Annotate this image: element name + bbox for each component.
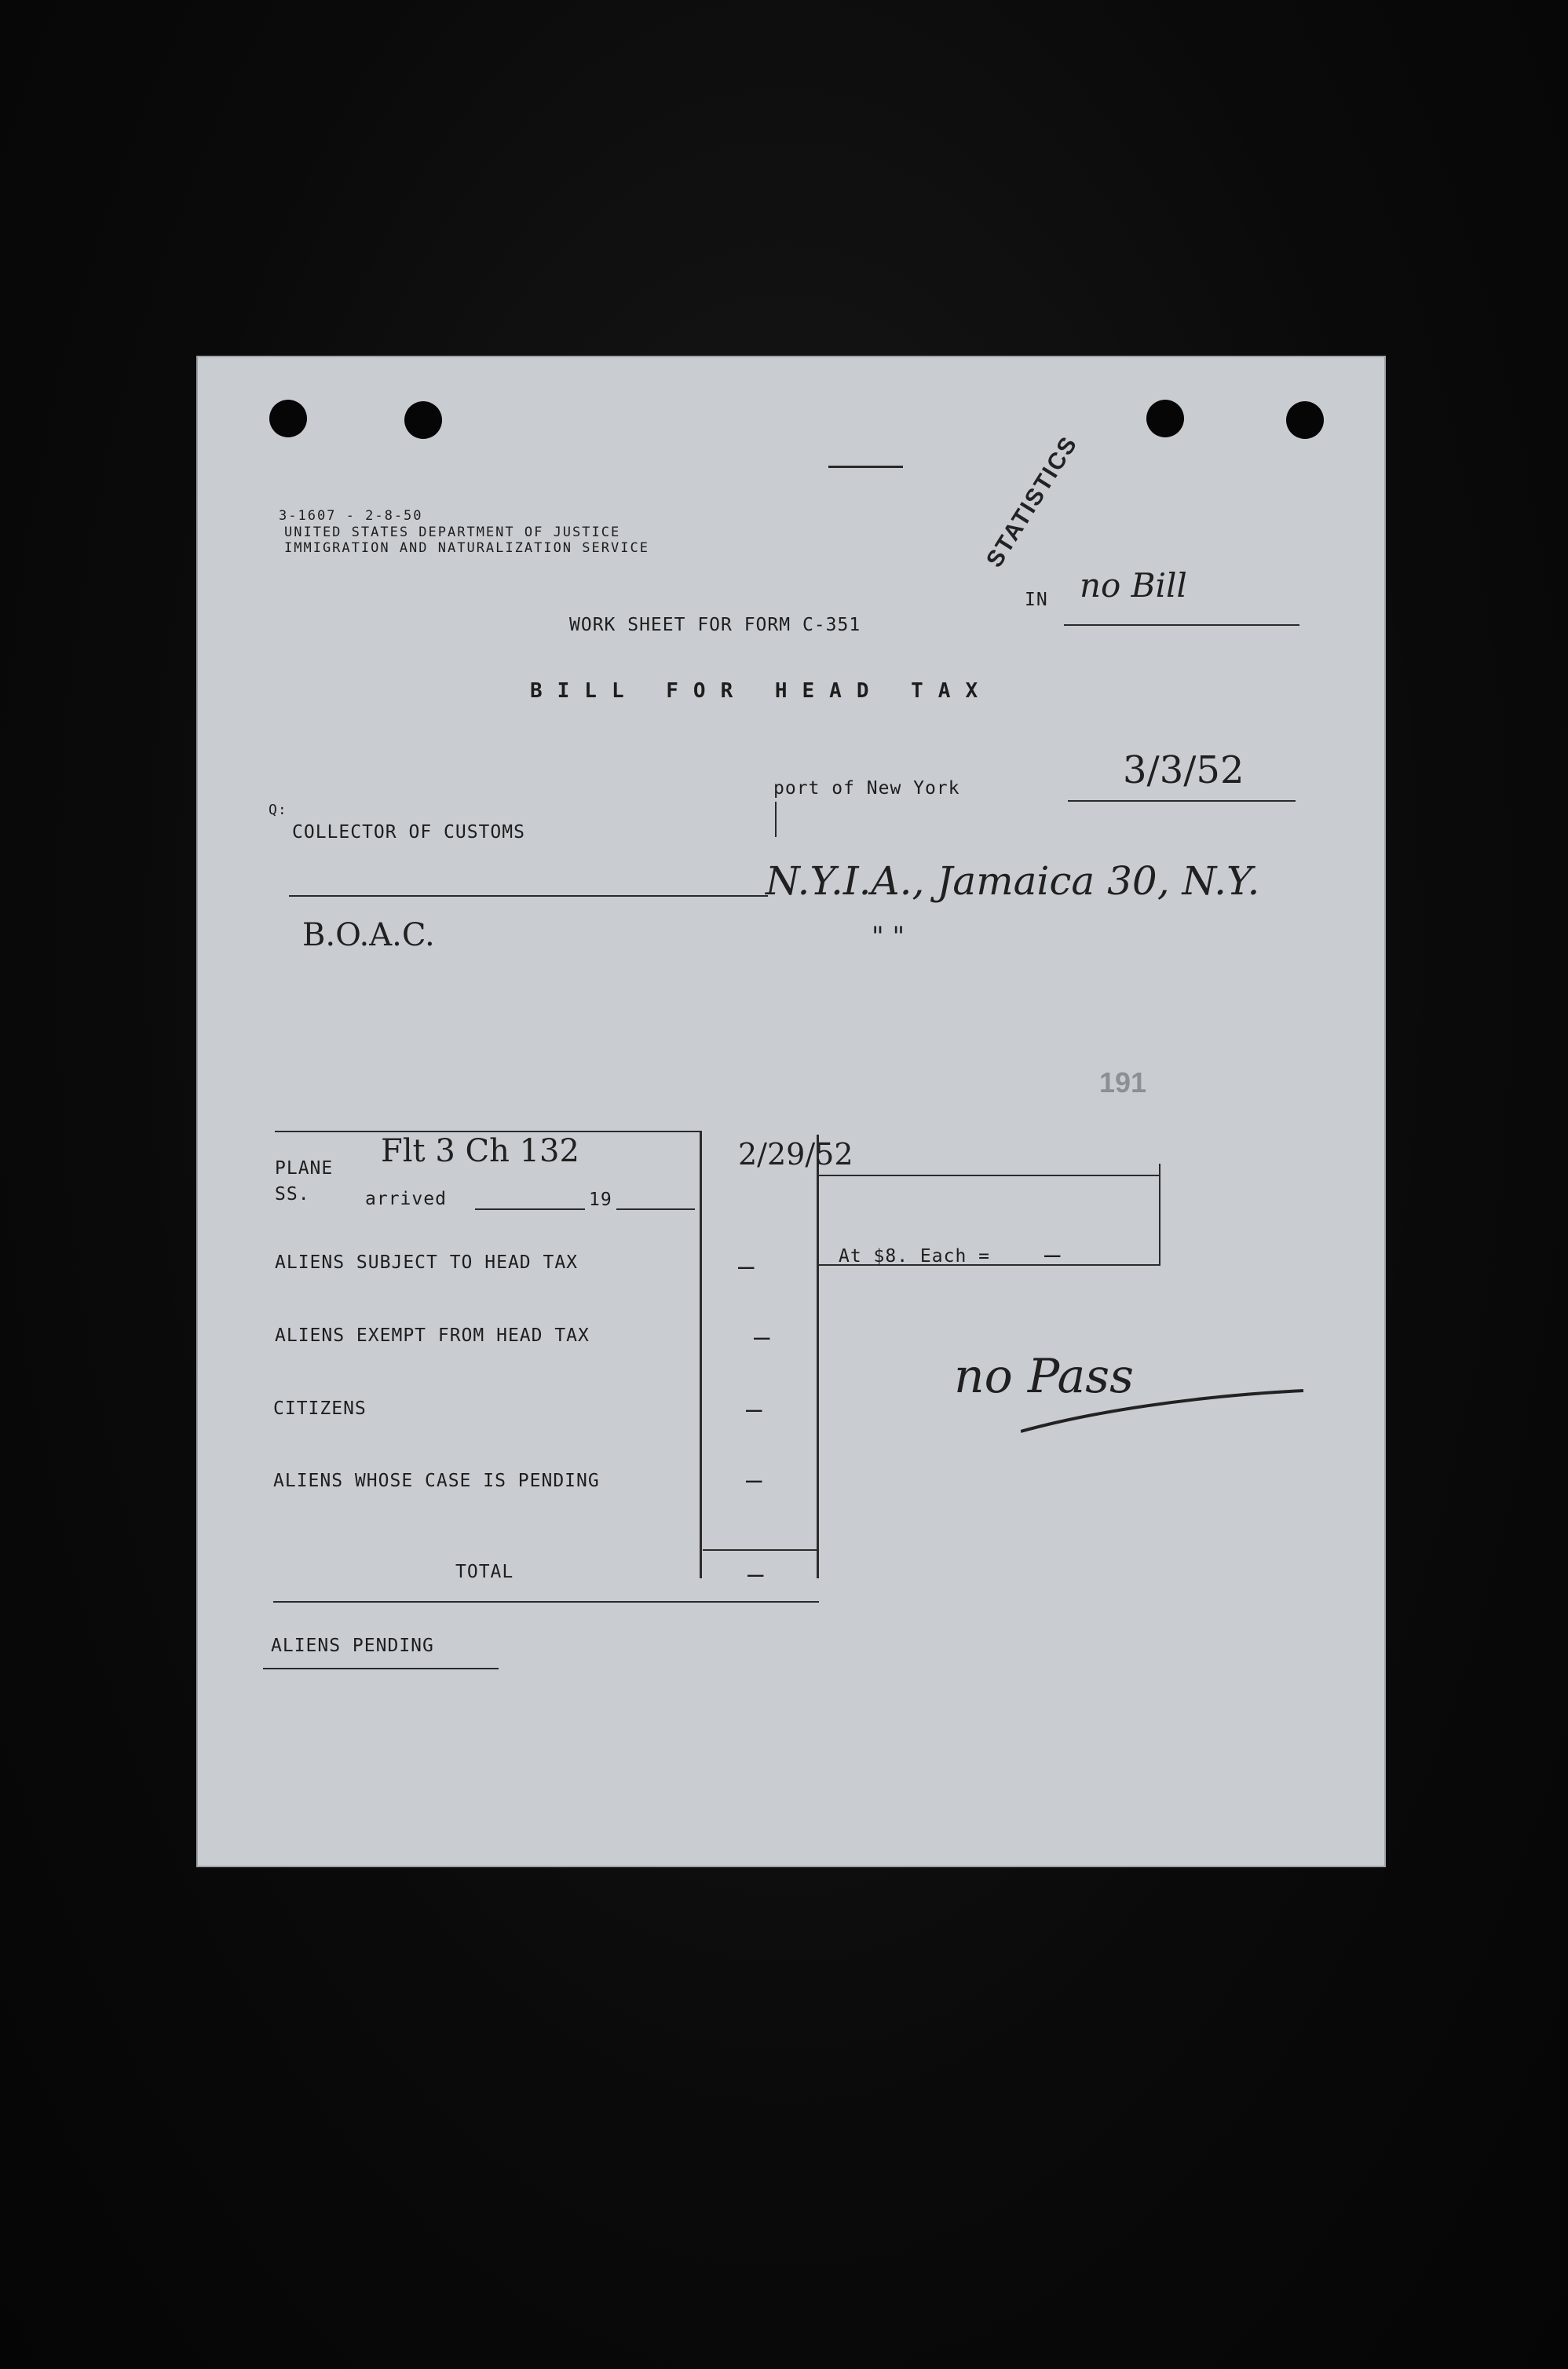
- rate-box-right: [1159, 1164, 1160, 1266]
- rate-box-top: [819, 1175, 1160, 1176]
- collector-location: N.Y.I.A., Jamaica 30, N.Y.: [766, 858, 1260, 904]
- no-pass-note: no Pass: [954, 1349, 1134, 1404]
- row-pending-value: —: [746, 1464, 763, 1496]
- carrier-name: B.O.A.C.: [302, 917, 435, 953]
- table-mid-divider: [700, 1131, 702, 1578]
- table-total-line: [703, 1549, 818, 1551]
- table-right-divider: [817, 1135, 819, 1578]
- worksheet-title: WORK SHEET FOR FORM C-351: [569, 615, 861, 635]
- bill-title: BILL FOR HEAD TAX: [530, 679, 993, 703]
- plane-label: PLANE: [275, 1158, 334, 1179]
- row-exempt-value: —: [754, 1322, 771, 1353]
- table-top-line: [275, 1131, 701, 1132]
- in-underline: [1064, 624, 1299, 626]
- document-page: [196, 356, 1386, 1867]
- row-pending-label: ALIENS WHOSE CASE IS PENDING: [273, 1471, 600, 1491]
- row-citizens-value: —: [746, 1394, 763, 1425]
- row-subject-label: ALIENS SUBJECT TO HEAD TAX: [275, 1252, 579, 1273]
- ditto-marks: " ": [872, 921, 905, 952]
- rate-label: At $8. Each =: [839, 1246, 991, 1267]
- arrived-label: arrived: [365, 1189, 447, 1209]
- collector-label: COLLECTOR OF CUSTOMS: [292, 822, 525, 843]
- row-subject-value: —: [738, 1251, 755, 1282]
- table-bottom-line: [273, 1601, 819, 1603]
- collector-underline: [289, 895, 768, 897]
- in-value: no Bill: [1080, 566, 1187, 605]
- port-label: port of New York: [773, 778, 960, 799]
- in-label: IN: [1025, 590, 1048, 610]
- no-pass-flourish: [1021, 1376, 1311, 1439]
- stamp-number: 191: [1099, 1066, 1147, 1099]
- statistics-stamp: STATISTICS: [981, 431, 1083, 572]
- port-date: 3/3/52: [1123, 748, 1245, 792]
- to-prefix: Q:: [269, 802, 287, 818]
- total-value: —: [747, 1559, 765, 1590]
- rate-value: —: [1044, 1239, 1062, 1270]
- agency-line-2: IMMIGRATION AND NATURALIZATION SERVICE: [284, 540, 649, 556]
- year-underline: [616, 1208, 695, 1210]
- date-underline: [1068, 800, 1296, 802]
- flight-number: Flt 3 Ch 132: [381, 1133, 579, 1169]
- punch-hole: [269, 400, 307, 437]
- punch-hole: [404, 401, 442, 439]
- arrived-underline: [475, 1208, 585, 1210]
- dash-mark: [828, 466, 903, 468]
- agency-line-1: UNITED STATES DEPARTMENT OF JUSTICE: [284, 525, 621, 540]
- row-citizens-label: CITIZENS: [273, 1398, 367, 1419]
- year-label: 19: [589, 1190, 612, 1210]
- aliens-pending-label: ALIENS PENDING: [271, 1636, 434, 1656]
- punch-hole: [1286, 401, 1324, 439]
- port-tick: [775, 802, 777, 837]
- punch-hole: [1146, 400, 1184, 437]
- aliens-pending-underline: [263, 1668, 499, 1669]
- total-label: TOTAL: [455, 1562, 514, 1582]
- arrival-date: 2/29/52: [738, 1137, 853, 1172]
- ss-label: SS.: [275, 1184, 310, 1205]
- form-code: 3-1607 - 2-8-50: [279, 508, 423, 524]
- row-exempt-label: ALIENS EXEMPT FROM HEAD TAX: [275, 1325, 590, 1346]
